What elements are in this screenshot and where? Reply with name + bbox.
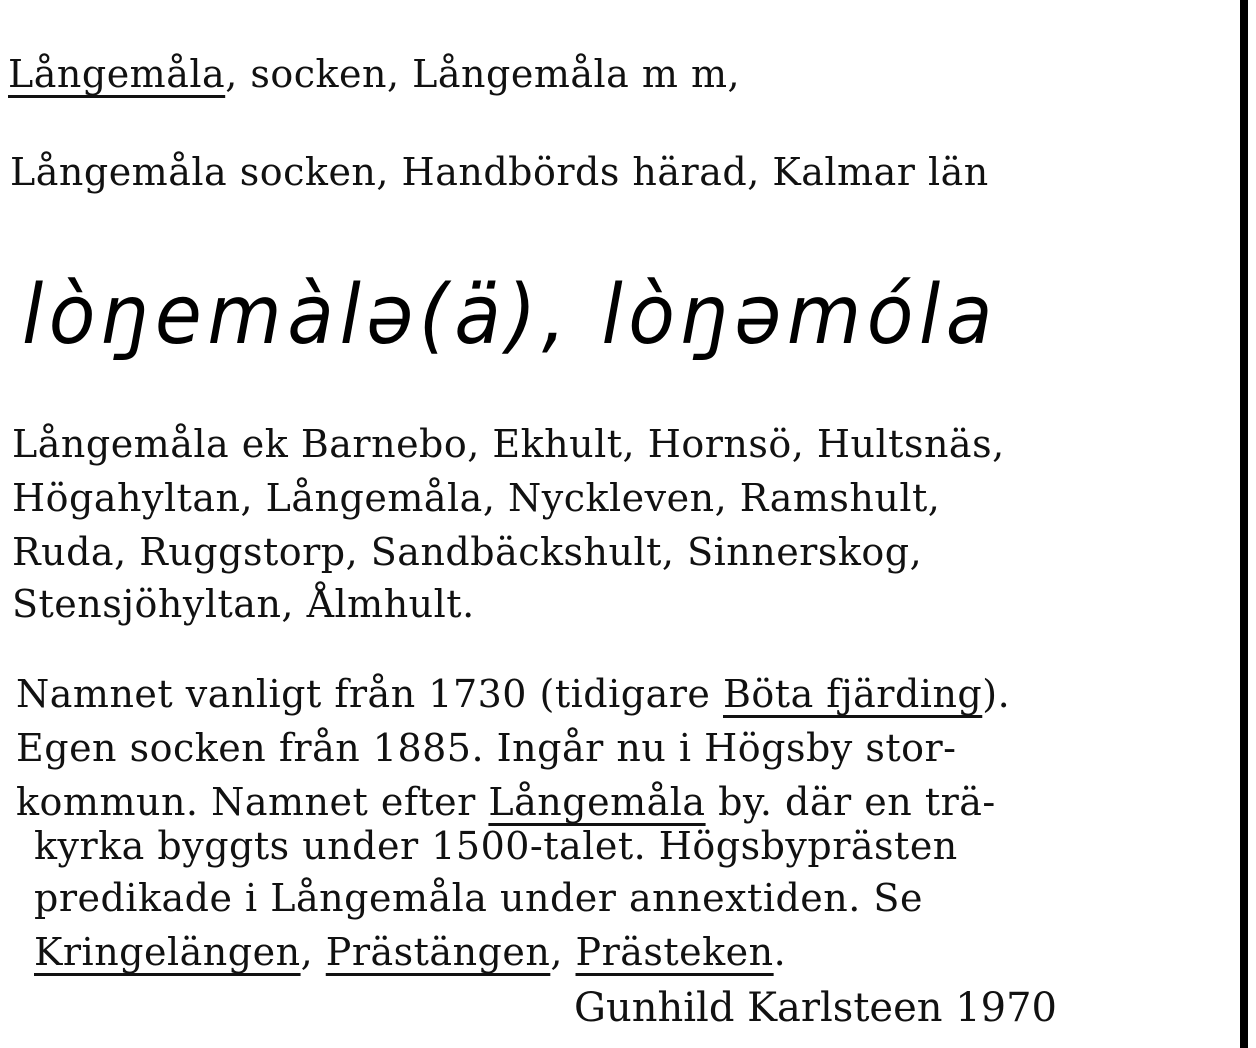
old-name-reference: Böta fjärding (723, 672, 983, 716)
cross-ref-prastangen: Prästängen (325, 930, 551, 974)
period: . (773, 930, 787, 974)
headword-rest: , socken, Långemåla m m, (225, 52, 741, 96)
body-line-1-text: Namnet vanligt från 1730 (tidigare (16, 672, 723, 716)
cross-ref-kringelangen: Kringelängen (34, 930, 301, 974)
body-line-3 (16, 780, 996, 824)
village-line-3: Ruda, Ruggstorp, Sandbäckshult, Sinnerskog, (12, 530, 923, 574)
body-line-1-end: ). (982, 672, 1011, 716)
signature: Gunhild Karlsteen 1970 (574, 985, 1058, 1031)
handwritten-pronunciation: lòŋemàlə(ä), lòŋəmóla (22, 268, 999, 363)
village-line-2: Högahyltan, Långemåla, Nyckleven, Ramshult, (12, 476, 941, 520)
headword-line (8, 52, 740, 96)
headword: Långemåla (8, 52, 226, 96)
village-line-4: Stensjöhyltan, Ålmhult. (12, 582, 475, 626)
body-line-3-text: kommun. Namnet efter (16, 780, 489, 824)
card-edge-rule (1240, 0, 1248, 1048)
separator: , (550, 930, 576, 974)
village-reference: Långemåla (488, 780, 706, 824)
cross-reference-line (34, 930, 786, 974)
body-line-1 (16, 672, 1010, 716)
separator: , (300, 930, 326, 974)
cross-ref-prasteken: Prästeken (575, 930, 774, 974)
village-line-1: Långemåla ek Barnebo, Ekhult, Hornsö, Hultsnäs, (12, 422, 1005, 466)
body-line-4: kyrka byggts under 1500-talet. Högsbyprästen (34, 824, 958, 868)
body-line-3-end: by. där en trä- (705, 780, 996, 824)
body-line-5: predikade i Långemåla under annextiden. Se (34, 876, 923, 920)
body-line-2: Egen socken från 1885. Ingår nu i Högsby stor- (16, 726, 957, 770)
location-line: Långemåla socken, Handbörds härad, Kalmar län (10, 150, 989, 194)
